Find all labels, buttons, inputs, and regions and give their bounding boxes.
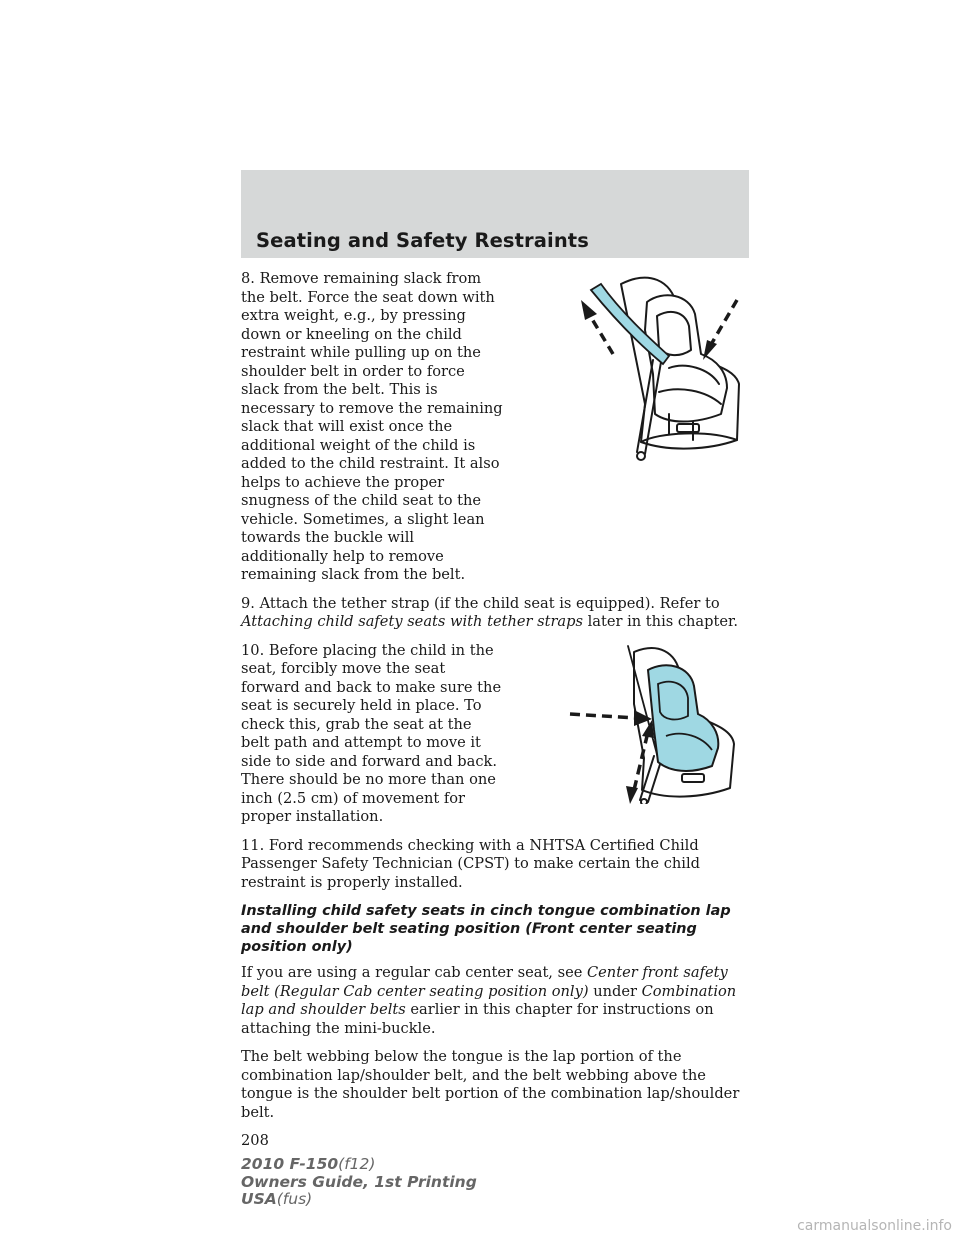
footer-model-line — [241, 1156, 477, 1174]
document-footer — [241, 1156, 477, 1209]
step-9-lead: 9. Attach the tether strap (if the child seat is equipped). Refer to — [241, 594, 720, 612]
instruction-tail: earlier in this chapter for instructions on attaching the mini-buckle. — [241, 1001, 714, 1037]
step-9-text — [241, 595, 749, 632]
footer-market: USA — [241, 1190, 277, 1208]
instruction-reference-1: Center front safety belt (Regular Cab center seating position only) — [241, 964, 728, 1000]
step-9-tail: later in this chapter. — [587, 613, 738, 630]
footer-guide-line: Owners Guide, 1st Printing — [241, 1172, 477, 1191]
section-heading: Installing child safety seats in cinch tongue combination lap and shoulder belt seating position (Front center seating position only) — [241, 903, 731, 955]
page-number: 208 — [241, 1132, 269, 1149]
instruction-reference-2: Combination lap and shoulder belts — [241, 982, 737, 1018]
section-title: Seating and Safety Restraints — [256, 229, 589, 252]
step-8-text: 8. Remove remaining slack from the belt. Force the seat down with extra weight, e.g., by pressing down or kneeling on the child restraint while pulling up on the shoulder belt in order to force slack from the belt. This is necessary to remove the remaining slack that will exist once the additional weight of the child is added to the child restraint. It also helps to achieve the proper snugness of the child seat to the vehicle. Sometimes, a slight lean towards the buckle will additionally help to remove remaining slack from the belt. — [241, 270, 503, 583]
belt-webbing-paragraph: The belt webbing below the tongue is the lap portion of the combination lap/shoulder belt, and the belt webbing above the tongue is the shoulder belt portion of the combination lap/shoulder belt. — [241, 1048, 740, 1121]
step-10-text: 10. Before placing the child in the seat, forcibly move the seat forward and back to make sure the seat is securely held in place. To check this, grab the seat at the belt path and attempt to move it side to side and forward and back. There should be no more than one inch (2.5 cm) of movement for proper installation. — [241, 641, 502, 825]
child-seat-movement-check-illustration — [562, 640, 757, 804]
footer-model: 2010 F-150 — [241, 1155, 339, 1173]
footer-market-line — [241, 1191, 477, 1209]
section-header-band — [241, 170, 749, 258]
instruction-paragraph — [241, 964, 749, 1038]
page-content — [241, 270, 749, 1151]
child-seat-press-down-illustration — [559, 264, 759, 469]
instruction-connector: under — [593, 982, 637, 1000]
instruction-lead: If you are using a regular cab center seat, see — [241, 964, 583, 981]
footer-market-code: (fus) — [276, 1190, 313, 1208]
watermark-text: carmanualsonline.info — [797, 1218, 952, 1234]
step-11-text: 11. Ford recommends checking with a NHTSA Certified Child Passenger Safety Technician (CPST) to make certain the child restraint is properly installed. — [241, 836, 700, 891]
footer-model-code: (f12) — [338, 1155, 376, 1173]
step-9-reference: Attaching child safety seats with tether straps — [241, 613, 583, 630]
